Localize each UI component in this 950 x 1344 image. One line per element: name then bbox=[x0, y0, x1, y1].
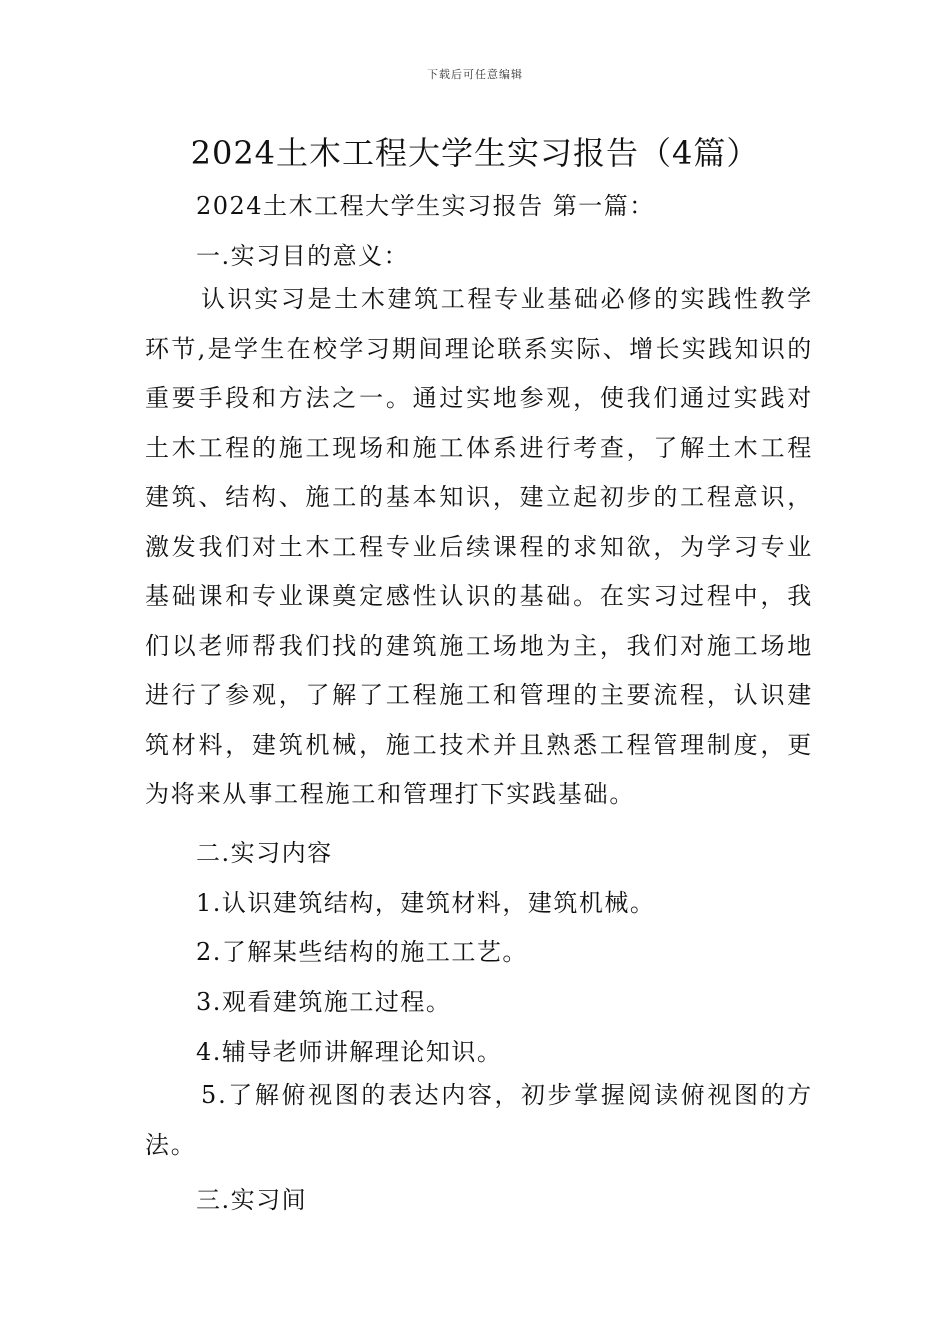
list-item: 4.辅导老师讲解理论知识。 bbox=[196, 1038, 503, 1066]
section-1-heading: 一.实习目的意义： bbox=[196, 242, 410, 270]
subtitle: 2024土木工程大学生实习报告 第一篇： bbox=[196, 192, 655, 220]
document-title: 2024土木工程大学生实习报告（4篇） bbox=[190, 134, 760, 172]
section-2-heading: 二.实习内容 bbox=[196, 839, 333, 867]
list-item: 5.了解俯视图的表达内容，初步掌握阅读俯视图的方法。 bbox=[145, 1081, 813, 1159]
list-item: 1.认识建筑结构，建筑材料，建筑机械。 bbox=[196, 889, 656, 917]
section-3-heading: 三.实习间 bbox=[196, 1186, 308, 1214]
list-item: 2.了解某些结构的施工工艺。 bbox=[196, 938, 528, 966]
section-1-paragraph: 认识实习是土木建筑工程专业基础必修的实践性教学环节,是学生在校学习期间理论联系实际、增长实践知识的重要手段和方法之一。通过实地参观，使我们通过实践对土木工程的施工现场和施工体系进行考查，了解土木工程建筑、结构、施工的基本知识，建立起初步的工程意识，激发我们对土木工程专业后续课程的求知欲，为学习专业基础课和专业课奠定感性认识的基础。在实习过程中，我们以老师帮我们找的建筑施工场地为主，我们对施工场地进行了参观，了解了工程施工和管理的主要流程，认识建筑材料，建筑机械，施工技术并且熟悉工程管理制度，更为将来从事工程施工和管理打下实践基础。 bbox=[145, 285, 813, 808]
header-note: 下载后可任意编辑 bbox=[427, 68, 523, 81]
list-item: 3.观看建筑施工过程。 bbox=[196, 988, 452, 1016]
